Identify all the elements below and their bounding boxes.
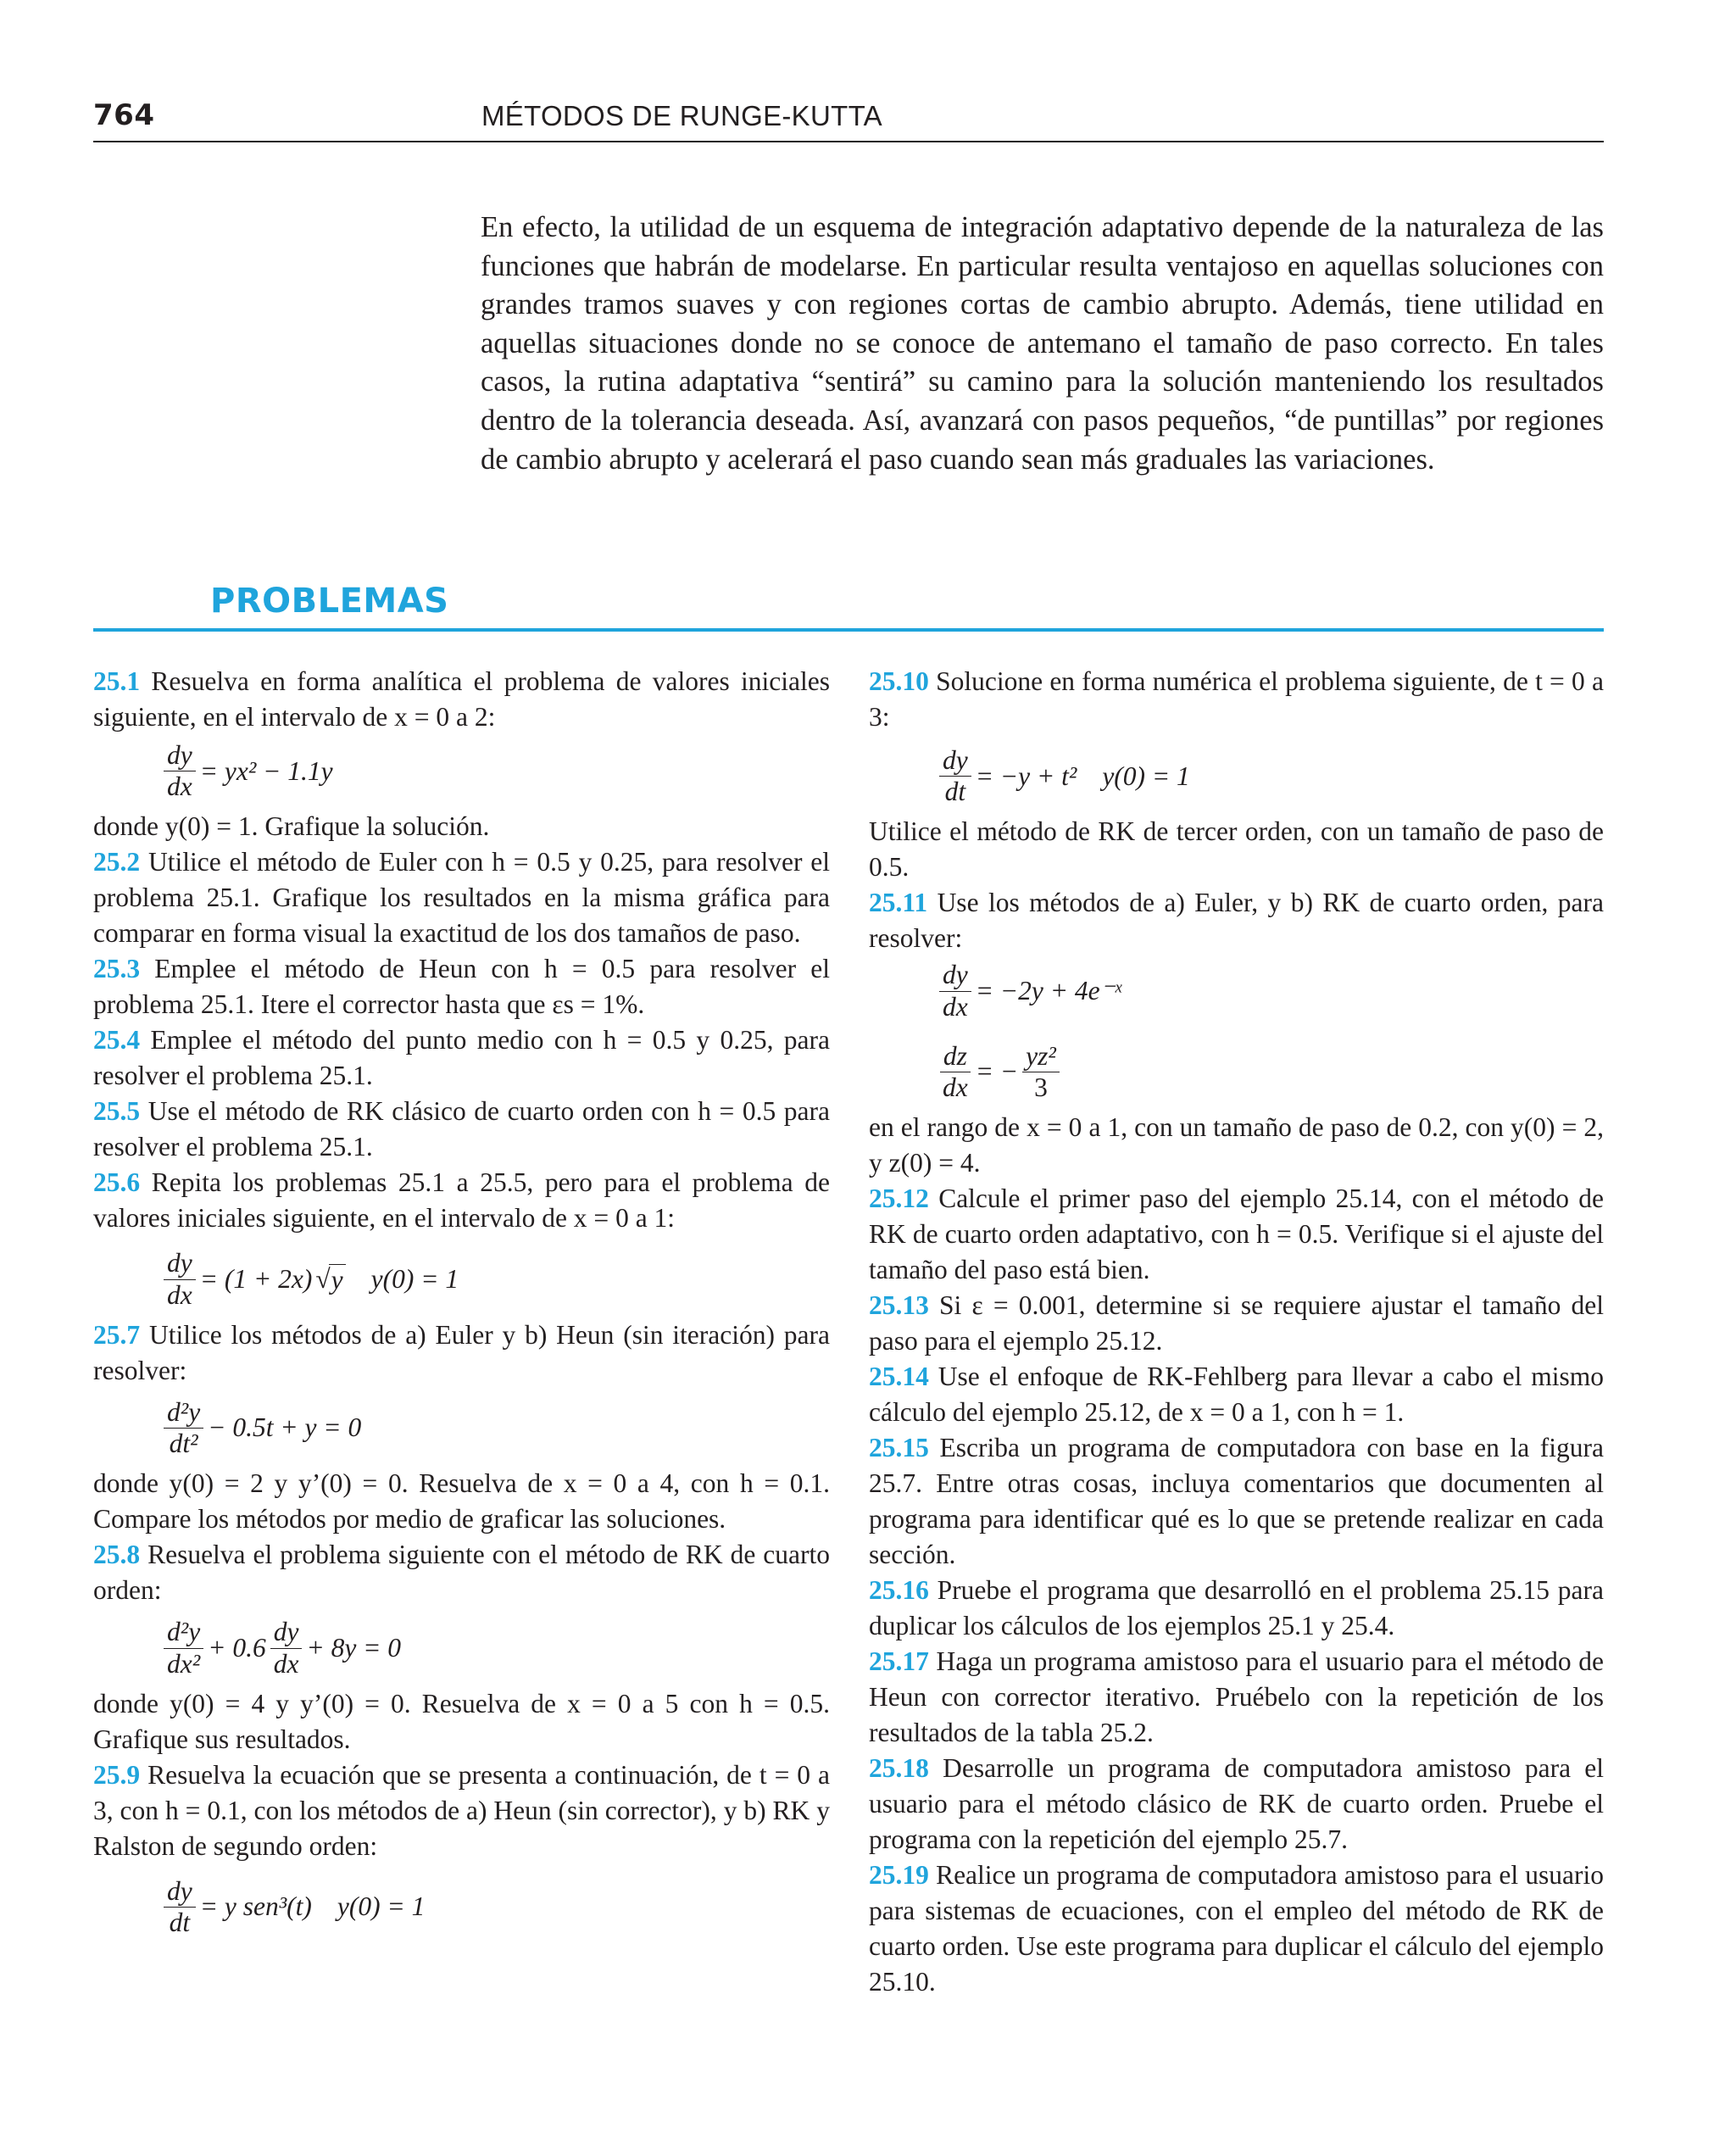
numerator: dy bbox=[270, 1617, 303, 1648]
fraction bbox=[1022, 1041, 1060, 1103]
problem-text: Realice un programa de computadora amistoso para el usuario para sistemas de ecuaciones, con el empleo del método de RK de cuarto orden. Use este programa para duplicar el cálculo del ejemplo 25.10. bbox=[869, 1860, 1604, 1997]
fraction bbox=[939, 1041, 971, 1103]
problem-25-9 bbox=[93, 1757, 830, 1864]
numerator: dy bbox=[939, 960, 971, 991]
initial-condition: y(0) = 1 bbox=[337, 1891, 426, 1922]
intro-paragraph: En efecto, la utilidad de un esquema de integración adaptativo depende de la naturaleza de las funciones que habrán de modelarse. En particular resulta ventajoso en aquellas soluciones con grandes tramos suaves y con regiones cortas de cambio abrupto. Además, tiene utilidad en aquellas situaciones donde no se conoce de antemano el tamaño de paso correcto. En tales casos, la rutina adaptativa “sentirá” su camino para la solución manteniendo los resultados dentro de la tolerancia deseada. Así, avanzará con pasos pequeños, “de puntillas” por regiones de cambio abrupto y acelerará el paso cuando sean más graduales las variaciones. bbox=[481, 211, 1604, 476]
initial-condition: y(0) = 1 bbox=[370, 1264, 459, 1295]
problem-25-4 bbox=[93, 1022, 830, 1094]
problem-number: 25.18 bbox=[869, 1753, 929, 1784]
problem-text: Use el método de RK clásico de cuarto orden con h = 0.5 para resolver el problema 25.1. bbox=[93, 1096, 830, 1162]
problem-25-14 bbox=[869, 1359, 1604, 1430]
section-rule bbox=[93, 628, 1604, 632]
problem-25-8-after: donde y(0) = 4 y y’(0) = 0. Resuelva de x = 0 a 5 con h = 0.5. Grafique sus resultados. bbox=[93, 1688, 830, 1754]
equation bbox=[159, 740, 830, 802]
fraction bbox=[164, 1876, 196, 1938]
problem-text: Use el enfoque de RK-Fehlberg para llevar a cabo el mismo cálculo del ejemplo 25.12, de x = 0 a 1, con h = 1. bbox=[869, 1362, 1605, 1428]
problem-text: Emplee el método del punto medio con h = 0.5 y 0.25, para resolver el problema 25.1. bbox=[93, 1025, 831, 1091]
fraction bbox=[164, 740, 196, 802]
denominator: dt bbox=[944, 777, 966, 807]
equation bbox=[935, 1041, 1604, 1103]
problem-25-11-after: en el rango de x = 0 a 1, con un tamaño de paso de 0.2, con y(0) = 2, y z(0) = 4. bbox=[869, 1112, 1604, 1178]
problem-25-16 bbox=[869, 1573, 1604, 1644]
sqrt-radicand: y bbox=[329, 1264, 346, 1295]
problem-number: 25.13 bbox=[869, 1290, 929, 1321]
problem-25-5 bbox=[93, 1094, 830, 1165]
problem-25-10 bbox=[869, 664, 1604, 735]
problem-number: 25.10 bbox=[869, 666, 929, 696]
problem-25-6 bbox=[93, 1165, 830, 1236]
fraction bbox=[164, 1397, 203, 1459]
equation bbox=[159, 1876, 830, 1938]
problem-text: Haga un programa amistoso para el usuario para el método de Heun con corrector iterativo. Pruébelo con la repetición de los resultados de la tabla 25.2. bbox=[869, 1646, 1604, 1748]
running-title: MÉTODOS DE RUNGE-KUTTA bbox=[481, 100, 882, 131]
problem-25-19 bbox=[869, 1858, 1604, 2000]
problem-number: 25.12 bbox=[869, 1184, 929, 1214]
running-header bbox=[93, 93, 1604, 142]
problem-25-3 bbox=[93, 951, 830, 1022]
problem-25-11 bbox=[869, 885, 1604, 956]
denominator: dx bbox=[943, 991, 968, 1022]
initial-condition: y(0) = 1 bbox=[1102, 760, 1190, 791]
page-number: 764 bbox=[93, 98, 155, 132]
problem-25-13 bbox=[869, 1288, 1604, 1359]
problem-25-1 bbox=[93, 664, 830, 735]
problem-text: Utilice el método de Euler con h = 0.5 y 0.25, para resolver el problema 25.1. Grafique los resultados en la misma gráfica para comparar en forma visual la exactitud de los dos tamaños de paso. bbox=[93, 847, 831, 949]
equation-rhs: = −y + t² bbox=[975, 760, 1077, 791]
problem-text: Use los métodos de a) Euler, y b) RK de cuarto orden, para resolver: bbox=[869, 888, 1604, 954]
fraction bbox=[164, 1248, 196, 1310]
problem-number: 25.14 bbox=[869, 1362, 929, 1392]
sqrt-sign: √ bbox=[315, 1264, 331, 1295]
numerator: yz² bbox=[1022, 1041, 1060, 1072]
problem-number: 25.15 bbox=[869, 1433, 929, 1463]
problem-25-8 bbox=[93, 1537, 830, 1608]
equation bbox=[159, 1397, 830, 1459]
problem-25-15 bbox=[869, 1430, 1604, 1573]
denominator: dx bbox=[167, 1279, 192, 1310]
problems-left-column bbox=[93, 664, 830, 1945]
fraction bbox=[164, 1617, 203, 1679]
numerator: d²y bbox=[164, 1397, 203, 1429]
denominator: 3 bbox=[1034, 1072, 1048, 1103]
denominator: dx bbox=[167, 771, 192, 802]
fraction bbox=[939, 745, 971, 807]
numerator: dy bbox=[939, 745, 971, 777]
problem-number: 25.17 bbox=[869, 1646, 929, 1677]
equation bbox=[159, 1248, 830, 1310]
numerator: dy bbox=[164, 1876, 196, 1908]
numerator: dy bbox=[164, 740, 196, 771]
equation-term: = − bbox=[975, 1056, 1019, 1087]
problem-text: Solucione en forma numérica el problema siguiente, de t = 0 a 3: bbox=[869, 666, 1604, 732]
numerator: dy bbox=[164, 1248, 196, 1279]
problem-25-7-after: donde y(0) = 2 y y’(0) = 0. Resuelva de x = 0 a 4, con h = 0.1. Compare los métodos por medio de graficar las soluciones. bbox=[93, 1468, 830, 1535]
problem-number: 25.16 bbox=[869, 1575, 929, 1606]
equation-rhs: = yx² − 1.1y bbox=[199, 755, 333, 786]
problem-text: Si ε = 0.001, determine si se requiere ajustar el tamaño del paso para el ejemplo 25.12. bbox=[869, 1290, 1604, 1356]
problem-text: Repita los problemas 25.1 a 25.5, pero para el problema de valores iniciales siguiente, en el intervalo de x = 0 a 1: bbox=[93, 1167, 831, 1234]
denominator: dx² bbox=[167, 1648, 201, 1679]
problem-number: 25.6 bbox=[93, 1167, 141, 1198]
problem-number: 25.5 bbox=[93, 1096, 141, 1127]
problem-text: Pruebe el programa que desarrolló en el problema 25.15 para duplicar los cálculos de los ejemplos 25.1 y 25.4. bbox=[869, 1575, 1604, 1641]
denominator: dt² bbox=[169, 1429, 198, 1459]
problem-25-12 bbox=[869, 1181, 1604, 1288]
problem-number: 25.9 bbox=[93, 1759, 141, 1790]
equation-rhs: + 8y = 0 bbox=[306, 1632, 402, 1663]
denominator: dx bbox=[943, 1072, 968, 1103]
problem-text: Desarrolle un programa de computadora amistoso para el usuario para el método clásico de RK de cuarto orden. Pruebe el programa con la repetición del ejemplo 25.7. bbox=[869, 1753, 1605, 1855]
equation-rhs: = −2y + 4e⁻ˣ bbox=[975, 976, 1122, 1006]
problem-number: 25.3 bbox=[93, 954, 141, 984]
equation-rhs: = (1 + 2x) bbox=[199, 1264, 313, 1295]
problem-text: Escriba un programa de computadora con base en la figura 25.7. Entre otras cosas, incluya comentarios que documenten al programa para identificar qué es lo que se pretende realizar en cada sección. bbox=[869, 1433, 1604, 1570]
problem-number: 25.2 bbox=[93, 847, 141, 877]
denominator: dx bbox=[273, 1648, 299, 1679]
equation-rhs: − 0.5t + y = 0 bbox=[208, 1412, 362, 1443]
equation bbox=[935, 745, 1604, 807]
section-title: PROBLEMAS bbox=[210, 582, 449, 621]
problem-text: Resuelva la ecuación que se presenta a continuación, de t = 0 a 3, con h = 0.1, con los métodos de a) Heun (sin corrector), y b) RK y Ralston de segundo orden: bbox=[93, 1759, 830, 1861]
fraction bbox=[270, 1617, 303, 1679]
problem-number: 25.1 bbox=[93, 666, 141, 696]
problem-25-18 bbox=[869, 1751, 1604, 1858]
problem-number: 25.4 bbox=[93, 1025, 141, 1056]
fraction bbox=[939, 960, 971, 1022]
problem-number: 25.11 bbox=[869, 888, 928, 918]
problem-text: Resuelva el problema siguiente con el método de RK de cuarto orden: bbox=[93, 1540, 830, 1606]
equation-rhs: = y sen³(t) bbox=[199, 1891, 312, 1922]
problem-text: Emplee el método de Heun con h = 0.5 para resolver el problema 25.1. Itere el corrector hasta que εs = 1%. bbox=[93, 954, 831, 1020]
problem-text: Resuelva en forma analítica el problema de valores iniciales siguiente, en el intervalo de x = 0 a 2: bbox=[93, 666, 831, 732]
problem-25-10-after: Utilice el método de RK de tercer orden, con un tamaño de paso de 0.5. bbox=[869, 816, 1604, 883]
equation bbox=[935, 960, 1604, 1022]
problem-number: 25.19 bbox=[869, 1860, 929, 1891]
problem-25-1-after: donde y(0) = 1. Grafique la solución. bbox=[93, 811, 490, 842]
problems-right-column bbox=[869, 664, 1604, 2000]
problem-text: Utilice los métodos de a) Euler y b) Heun (sin iteración) para resolver: bbox=[93, 1319, 830, 1385]
problem-number: 25.7 bbox=[93, 1319, 141, 1350]
problem-number: 25.8 bbox=[93, 1540, 141, 1570]
denominator: dt bbox=[169, 1907, 191, 1937]
numerator: dz bbox=[940, 1041, 971, 1072]
equation bbox=[159, 1617, 830, 1679]
equation-term: + 0.6 bbox=[208, 1632, 266, 1663]
problem-text: Calcule el primer paso del ejemplo 25.14, con el método de RK de cuarto orden adaptativo, con h = 0.5. Verifique si el ajuste del tamaño del paso está bien. bbox=[869, 1184, 1605, 1285]
problem-25-17 bbox=[869, 1644, 1604, 1751]
problem-25-2 bbox=[93, 844, 830, 951]
numerator: d²y bbox=[164, 1617, 203, 1648]
problem-25-7 bbox=[93, 1317, 830, 1389]
